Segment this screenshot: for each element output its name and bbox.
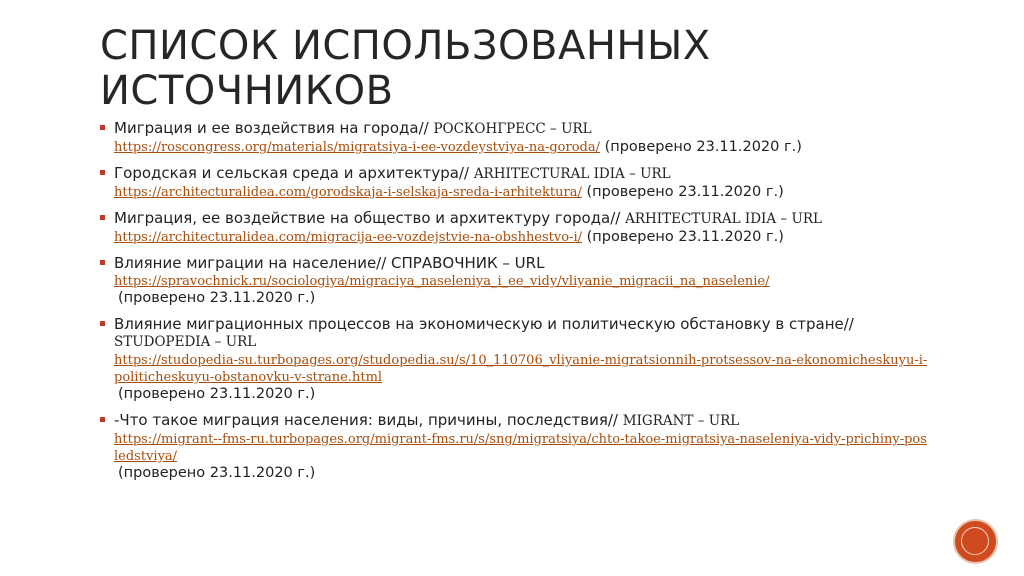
source-tag: STUDOPEDIA – URL <box>114 334 257 350</box>
list-item <box>100 412 930 482</box>
source-link[interactable]: https://roscongress.org/materials/migratsiya-i-ee-vozdeystviya-na-goroda/ <box>114 140 600 155</box>
source-tag: ARHITECTURAL IDIA – URL <box>625 211 822 227</box>
source-link[interactable]: https://architecturalidea.com/gorodskaja-i-selskaja-sreda-i-arhitektura/ <box>114 185 582 200</box>
source-text: Влияние миграционных процессов на экономическую и политическую обстановку в стране// <box>114 315 854 333</box>
checked-date: (проверено 23.11.2020 г.) <box>582 229 784 245</box>
checked-date: (проверено 23.11.2020 г.) <box>118 290 316 306</box>
bullet-icon <box>100 321 105 326</box>
source-text: Городская и сельская среда и архитектура// <box>114 164 474 182</box>
bullet-icon <box>100 215 105 220</box>
source-link[interactable]: https://migrant--fms-ru.turbopages.org/migrant-fms.ru/s/sng/migratsiya/chto-takoe-migratsiya-naseleniya-vidy-prichiny-posledstviya/ <box>114 432 927 464</box>
bullet-icon <box>100 417 105 422</box>
checked-date: (проверено 23.11.2020 г.) <box>118 465 316 481</box>
source-text: -Что такое миграция населения: виды, причины, последствия// <box>114 411 623 429</box>
source-link[interactable]: https://architecturalidea.com/migracija-ee-vozdejstvie-na-obshhestvo-i/ <box>114 230 582 245</box>
source-tag: ARHITECTURAL IDIA – URL <box>473 166 671 182</box>
source-text: Влияние миграции на население// СПРАВОЧНИК – URL <box>114 254 545 272</box>
source-tag: РОСКОНГРЕСС – URL <box>433 121 592 137</box>
source-text: Миграция, ее воздействие на общество и архитектуру города// <box>114 209 626 227</box>
list-item <box>100 255 930 307</box>
decorative-circle-logo-icon <box>955 521 996 562</box>
checked-date: (проверено 23.11.2020 г.) <box>581 184 784 200</box>
list-item <box>100 165 930 201</box>
source-link[interactable]: https://studopedia-su.turbopages.org/studopedia.su/s/10_110706_vliyanie-migratsionnih-protsessov-na-ekonomicheskuyu-i-politicheskuyu-obstanovku-v-strane.html <box>114 353 928 385</box>
list-item <box>100 210 930 246</box>
sources-list <box>100 120 930 491</box>
checked-date: (проверено 23.11.2020 г.) <box>599 139 802 155</box>
source-link[interactable]: https://spravochnick.ru/sociologiya/migraciya_naseleniya_i_ee_vidy/vliyanie_migracii_na_naselenie/ <box>114 274 770 289</box>
list-item <box>100 316 930 403</box>
bullet-icon <box>100 125 105 130</box>
source-text: Миграция и ее воздействия на города// <box>114 119 434 137</box>
bullet-icon <box>100 260 105 265</box>
source-tag: MIGRANT – URL <box>622 413 740 429</box>
bullet-icon <box>100 170 105 175</box>
page-title: СПИСОК ИСПОЛЬЗОВАННЫХ ИСТОЧНИКОВ <box>100 23 711 114</box>
list-item <box>100 120 930 156</box>
checked-date: (проверено 23.11.2020 г.) <box>118 386 316 402</box>
logo-ring-icon <box>961 527 989 555</box>
